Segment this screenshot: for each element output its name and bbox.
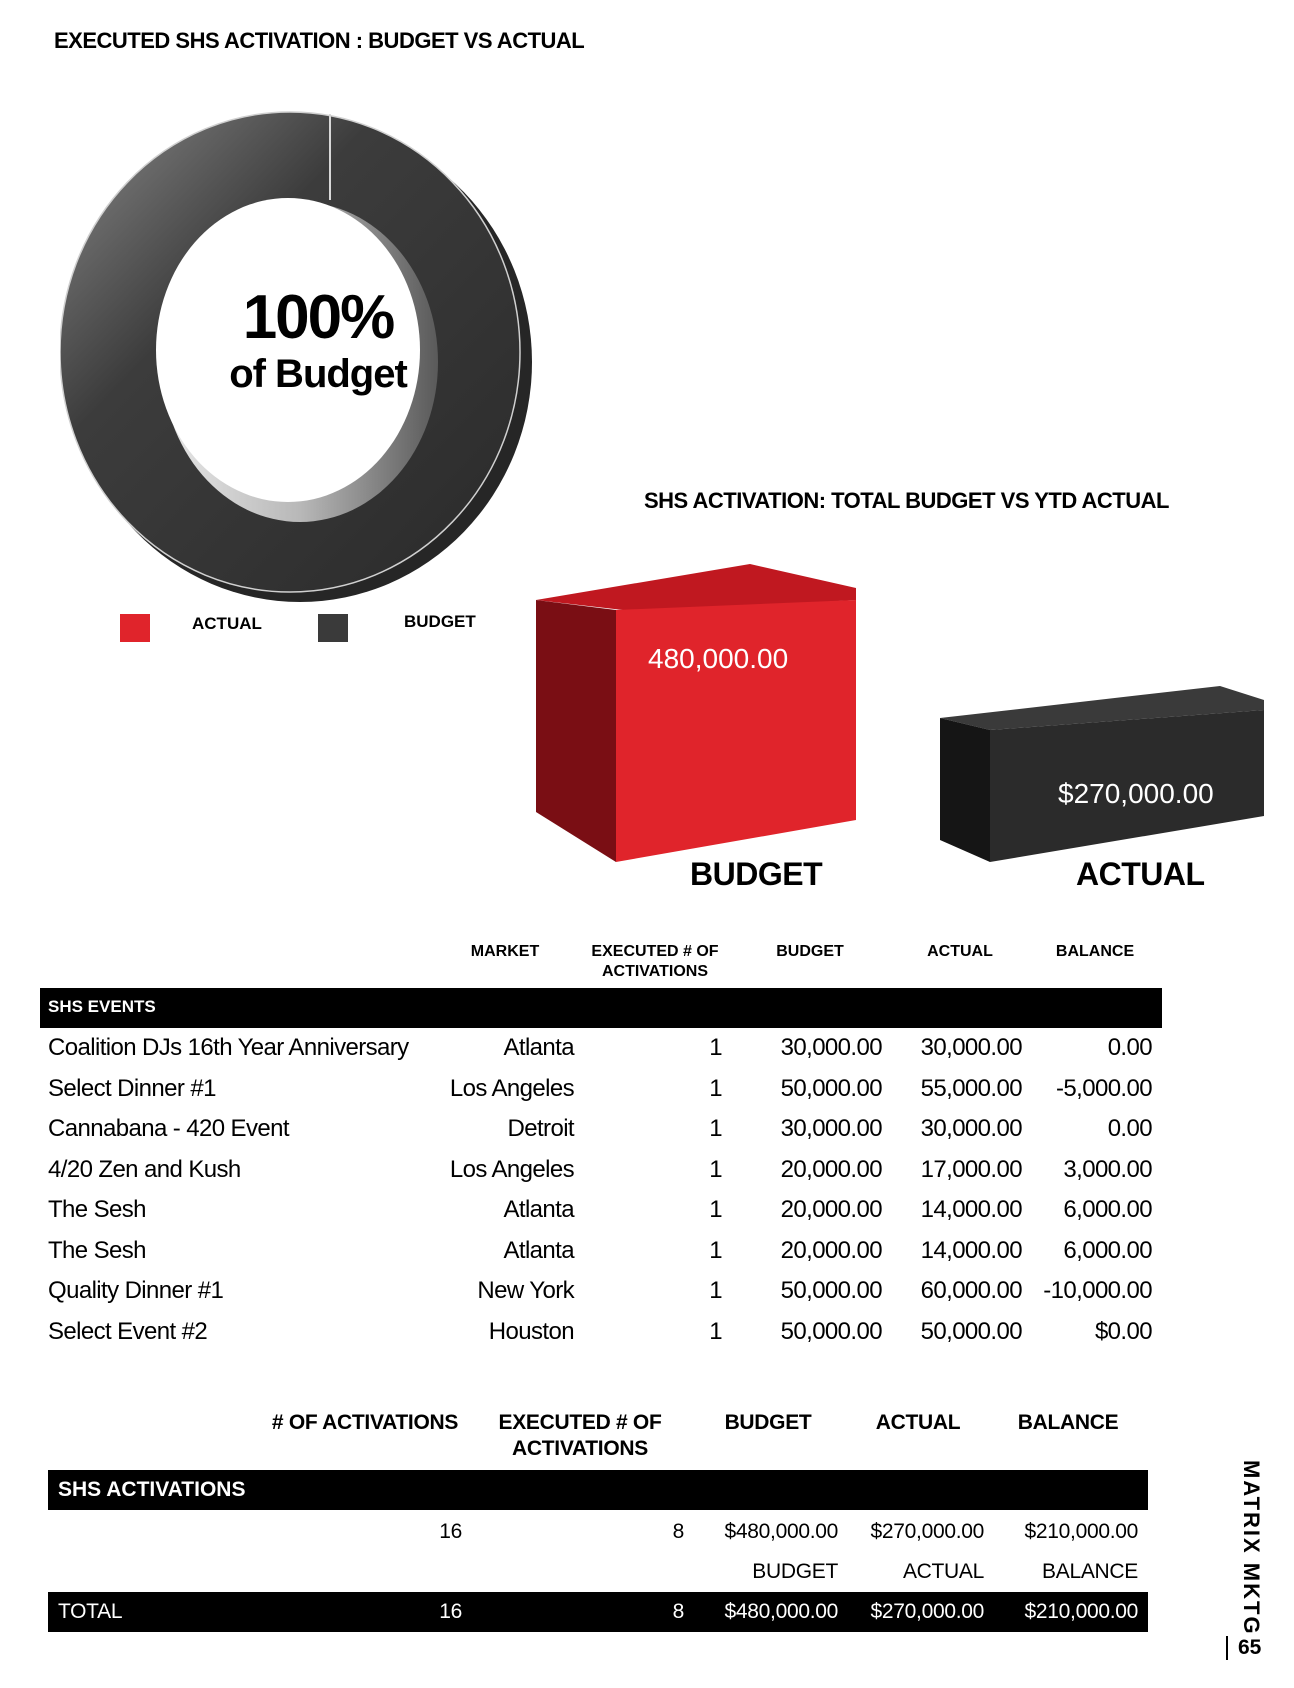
summary-subheader-row bbox=[0, 1552, 1294, 1592]
legend-budget-swatch bbox=[318, 614, 348, 642]
event-budget: 20,000.00 bbox=[780, 1196, 882, 1223]
legend-budget-label: BUDGET bbox=[404, 612, 476, 631]
total-executed: 8 bbox=[672, 1600, 684, 1623]
total-label: TOTAL bbox=[58, 1600, 123, 1623]
event-name: The Sesh bbox=[48, 1236, 146, 1264]
event-market: Atlanta bbox=[503, 1196, 574, 1223]
event-executed: 1 bbox=[709, 1074, 722, 1102]
event-actual: 14,000.00 bbox=[920, 1236, 1022, 1264]
table-row bbox=[0, 1028, 1294, 1068]
col-header-executed bbox=[580, 942, 730, 982]
events-section-label: SHS EVENTS bbox=[48, 997, 156, 1016]
table-row bbox=[0, 1150, 1294, 1190]
event-market: Los Angeles bbox=[449, 1155, 574, 1183]
actual-bar-caption: ACTUAL bbox=[1076, 856, 1205, 892]
events-section-band bbox=[40, 988, 1162, 1028]
total-actual: $270,000.00 bbox=[870, 1600, 984, 1623]
donut-center-label: of Budget bbox=[229, 352, 407, 396]
total-row bbox=[0, 1592, 1294, 1632]
event-name: Quality Dinner #1 bbox=[48, 1277, 224, 1304]
col-header-balance: BALANCE bbox=[1055, 943, 1135, 960]
event-balance: -5,000.00 bbox=[1055, 1074, 1152, 1102]
budget-bar-side bbox=[536, 600, 616, 862]
event-actual: 55,000.00 bbox=[920, 1074, 1022, 1102]
table-row bbox=[0, 1109, 1294, 1149]
budget-bar-caption: BUDGET bbox=[690, 856, 823, 892]
summary-row bbox=[0, 1512, 1294, 1552]
event-actual: 17,000.00 bbox=[920, 1155, 1022, 1183]
event-balance: -10,000.00 bbox=[1043, 1277, 1152, 1304]
actual-bar-value-label: $270,000.00 bbox=[1058, 778, 1214, 809]
summary-balance: $210,000.00 bbox=[1024, 1520, 1138, 1543]
summary-activations: 16 bbox=[439, 1520, 462, 1543]
event-balance: 6,000.00 bbox=[1063, 1236, 1152, 1264]
budget-bar-value-label: 480,000.00 bbox=[648, 643, 789, 674]
actual-bar-side bbox=[940, 718, 990, 862]
table-row bbox=[0, 1069, 1294, 1109]
bar-chart-title: SHS ACTIVATION: TOTAL BUDGET VS YTD ACTUAL bbox=[644, 488, 1169, 513]
event-market: Los Angeles bbox=[449, 1074, 574, 1102]
event-balance: $0.00 bbox=[1094, 1317, 1152, 1345]
event-balance: 3,000.00 bbox=[1063, 1155, 1152, 1183]
activations-section-band bbox=[48, 1470, 1148, 1510]
summary-budget: $480,000.00 bbox=[724, 1520, 838, 1543]
summary-executed: 8 bbox=[672, 1520, 684, 1543]
col-header-executed-line2: ACTIVATIONS bbox=[601, 963, 709, 980]
summary-subheader-budget: BUDGET bbox=[752, 1560, 838, 1583]
event-market: Houston bbox=[488, 1317, 574, 1345]
sum-header-executed-line1: EXECUTED # OF bbox=[498, 1411, 662, 1434]
sum-header-executed-line2: ACTIVATIONS bbox=[512, 1437, 648, 1460]
event-actual: 60,000.00 bbox=[920, 1277, 1022, 1304]
table-row bbox=[0, 1231, 1294, 1271]
event-executed: 1 bbox=[709, 1196, 722, 1223]
event-name: The Sesh bbox=[48, 1196, 146, 1223]
event-budget: 20,000.00 bbox=[780, 1155, 882, 1183]
legend-actual-label: ACTUAL bbox=[192, 614, 262, 633]
event-name: Cannabana - 420 Event bbox=[48, 1115, 289, 1142]
event-name: Select Event #2 bbox=[48, 1317, 208, 1345]
event-market: Atlanta bbox=[503, 1034, 574, 1061]
table-row bbox=[0, 1312, 1294, 1352]
brand-side-label: MATRIX MKTG bbox=[1239, 1460, 1264, 1636]
total-balance: $210,000.00 bbox=[1024, 1600, 1138, 1623]
event-executed: 1 bbox=[709, 1115, 722, 1142]
event-actual: 30,000.00 bbox=[920, 1115, 1022, 1142]
event-actual: 50,000.00 bbox=[920, 1317, 1022, 1345]
sum-header-balance: BALANCE bbox=[1017, 1411, 1119, 1434]
event-executed: 1 bbox=[709, 1277, 722, 1304]
total-activations: 16 bbox=[439, 1600, 462, 1623]
col-header-market: MARKET bbox=[470, 943, 540, 960]
event-balance: 0.00 bbox=[1107, 1034, 1152, 1061]
total-budget: $480,000.00 bbox=[724, 1600, 838, 1623]
event-budget: 20,000.00 bbox=[780, 1236, 882, 1264]
event-market: Detroit bbox=[507, 1115, 574, 1142]
event-executed: 1 bbox=[709, 1236, 722, 1264]
event-actual: 30,000.00 bbox=[920, 1034, 1022, 1061]
summary-subheader-balance: BALANCE bbox=[1042, 1560, 1138, 1583]
event-market: New York bbox=[477, 1277, 574, 1304]
event-executed: 1 bbox=[709, 1317, 722, 1345]
table-row bbox=[0, 1190, 1294, 1230]
col-header-executed-line1: EXECUTED # OF bbox=[591, 943, 719, 960]
event-budget: 50,000.00 bbox=[780, 1317, 882, 1345]
event-budget: 30,000.00 bbox=[780, 1034, 882, 1061]
col-header-actual: ACTUAL bbox=[927, 943, 993, 960]
summary-actual: $270,000.00 bbox=[870, 1520, 984, 1543]
sum-header-executed bbox=[490, 1410, 670, 1462]
donut-chart-title: EXECUTED SHS ACTIVATION : BUDGET VS ACTUAL bbox=[54, 28, 585, 53]
col-header-budget: BUDGET bbox=[776, 943, 844, 960]
event-actual: 14,000.00 bbox=[920, 1196, 1022, 1223]
budget-bar-front bbox=[616, 600, 856, 862]
sum-header-budget: BUDGET bbox=[724, 1411, 812, 1434]
event-balance: 0.00 bbox=[1107, 1115, 1152, 1142]
event-name: Select Dinner #1 bbox=[48, 1074, 216, 1102]
event-budget: 50,000.00 bbox=[780, 1074, 882, 1102]
event-executed: 1 bbox=[709, 1155, 722, 1183]
event-name: Coalition DJs 16th Year Anniversary bbox=[48, 1034, 409, 1061]
event-executed: 1 bbox=[709, 1034, 722, 1061]
event-name: 4/20 Zen and Kush bbox=[48, 1155, 241, 1183]
page-number-divider bbox=[1226, 1636, 1228, 1660]
legend-actual-swatch bbox=[120, 614, 150, 642]
event-balance: 6,000.00 bbox=[1063, 1196, 1152, 1223]
page-number: 65 bbox=[1238, 1636, 1262, 1659]
event-budget: 30,000.00 bbox=[780, 1115, 882, 1142]
activations-section-label: SHS ACTIVATIONS bbox=[58, 1478, 246, 1501]
summary-subheader-actual: ACTUAL bbox=[902, 1560, 984, 1583]
event-market: Atlanta bbox=[503, 1236, 574, 1264]
sum-header-actual: ACTUAL bbox=[875, 1411, 961, 1434]
bar-chart bbox=[520, 550, 1280, 870]
table-row bbox=[0, 1271, 1294, 1311]
donut-center-value: 100% bbox=[242, 283, 394, 352]
event-budget: 50,000.00 bbox=[780, 1277, 882, 1304]
sum-header-activations: # OF ACTIVATIONS bbox=[271, 1411, 459, 1434]
